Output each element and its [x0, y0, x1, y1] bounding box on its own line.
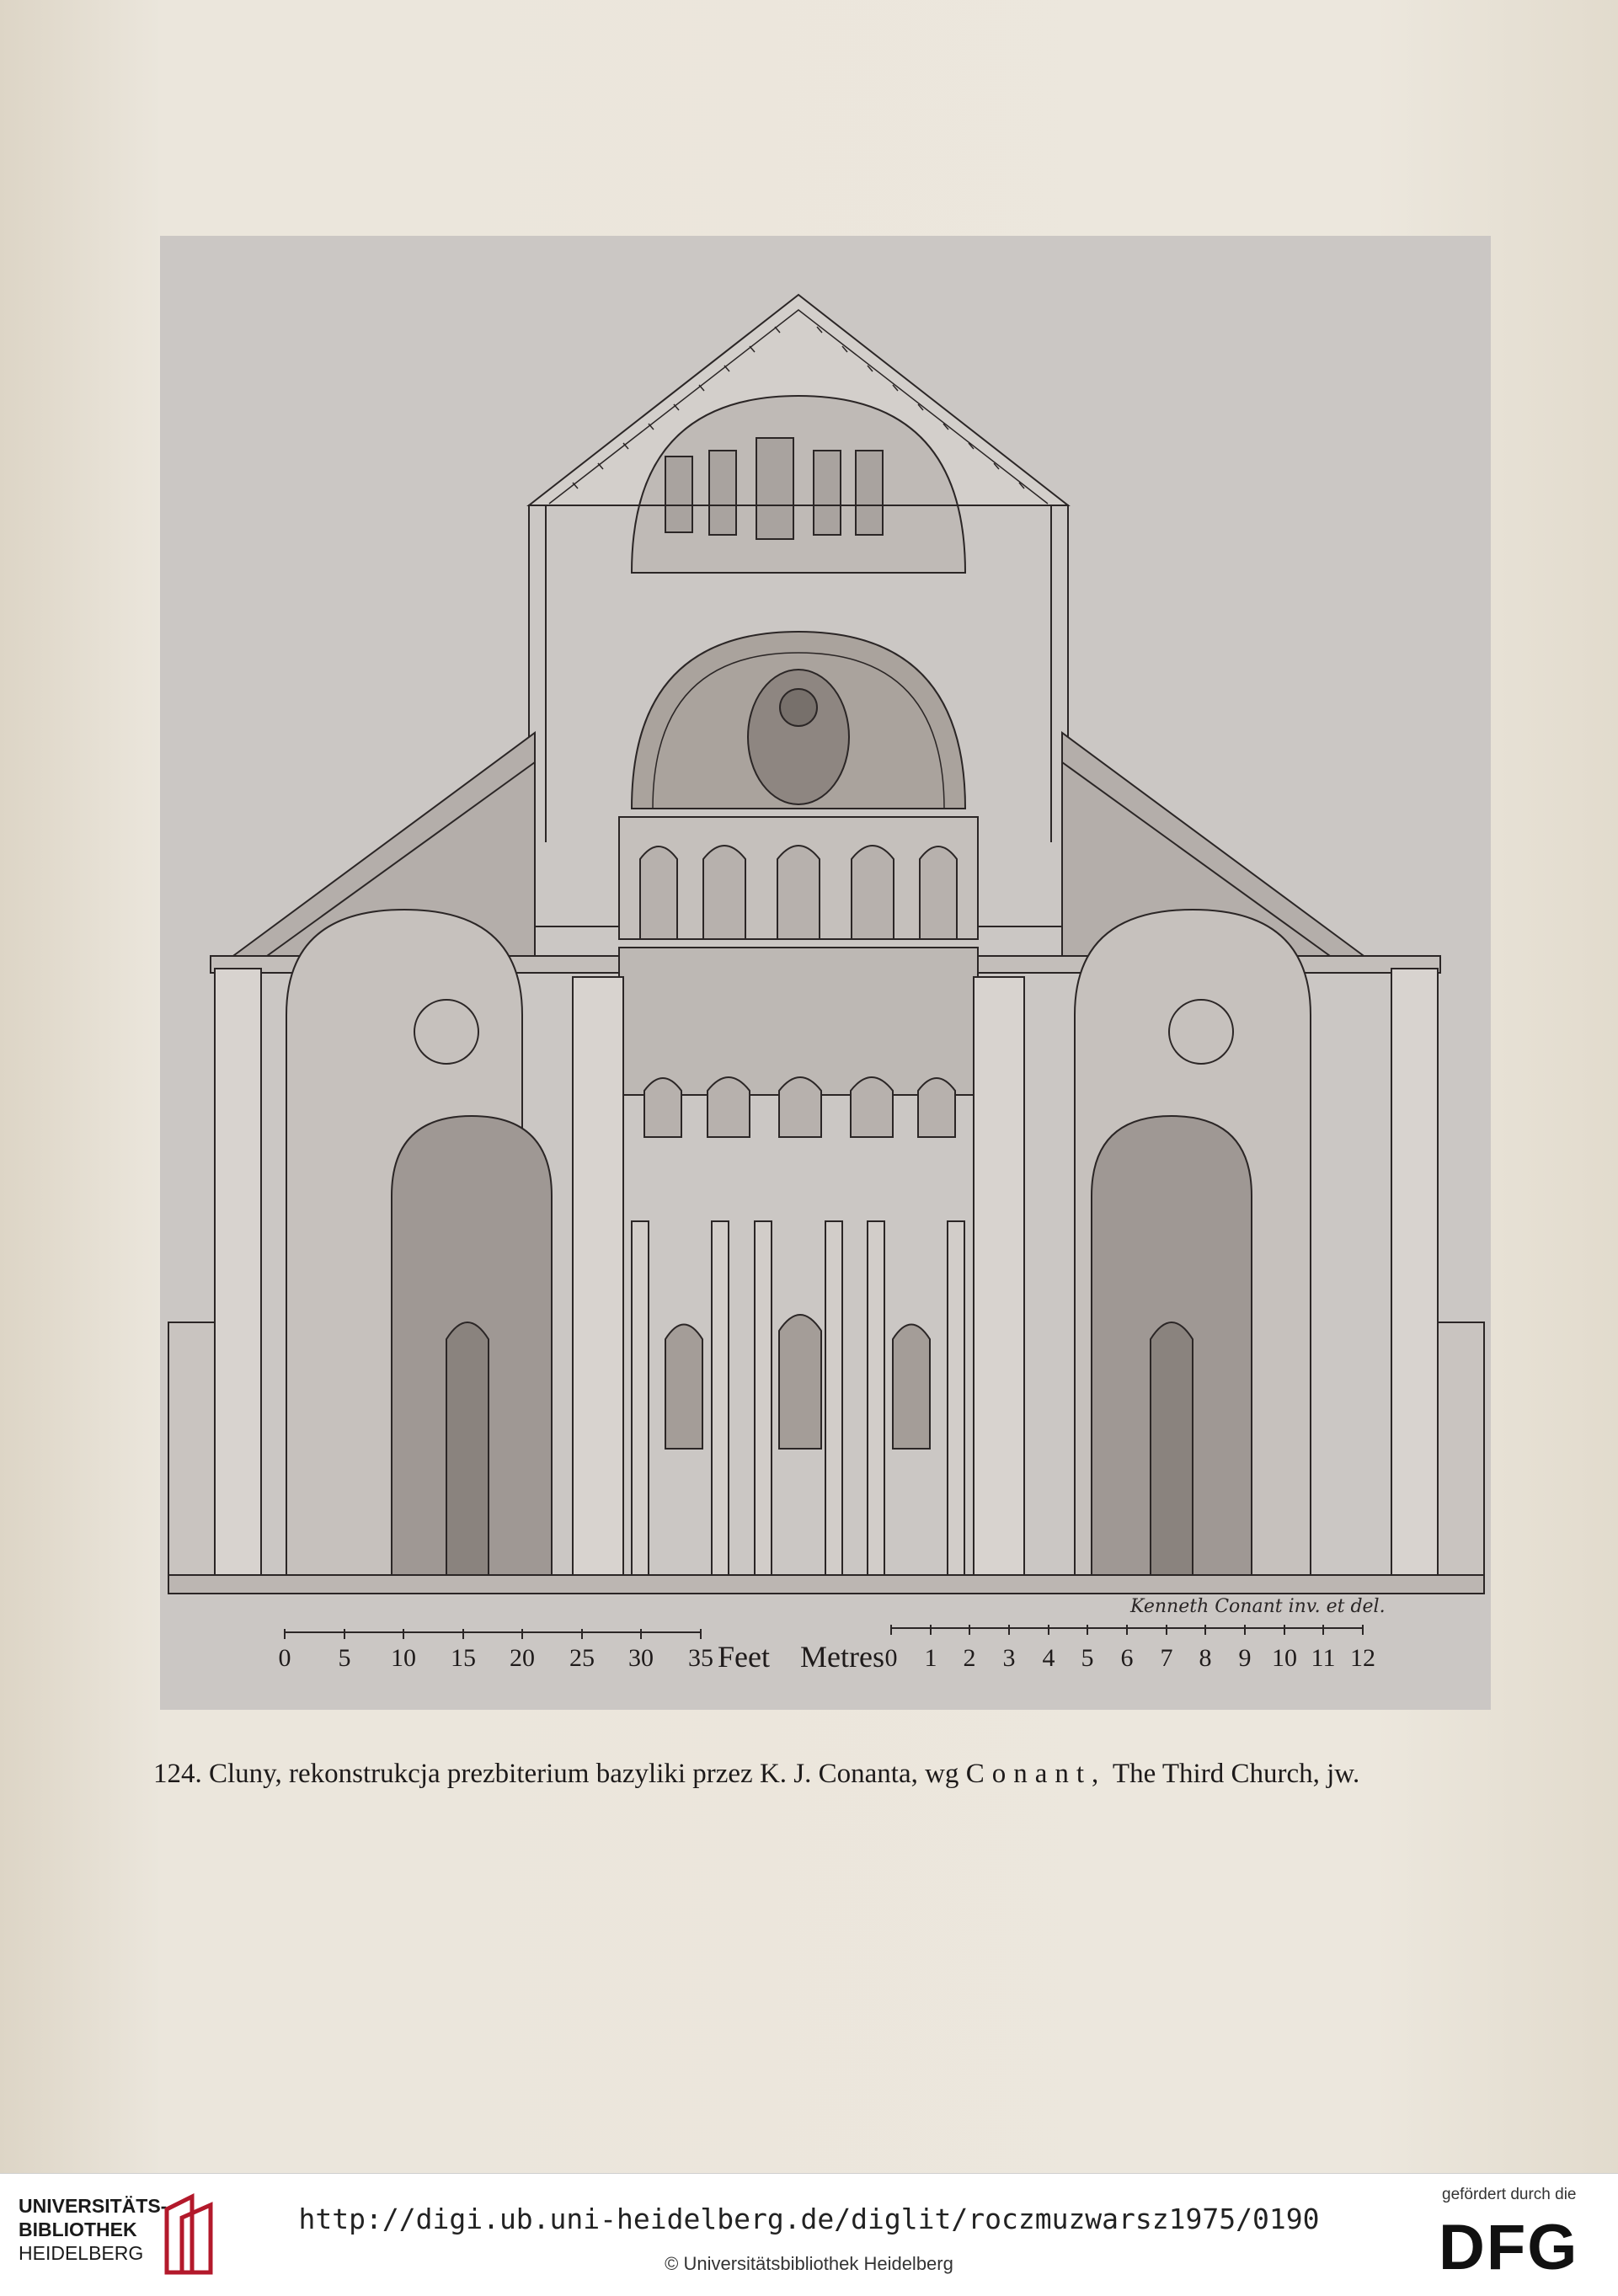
- architectural-drawing: [160, 236, 1491, 1710]
- feet-tick-label: 30: [628, 1644, 654, 1672]
- caption-number: 124.: [153, 1759, 202, 1789]
- metres-tick-label: 4: [1042, 1644, 1055, 1672]
- library-name-line1: UNIVERSITÄTS-: [19, 2195, 168, 2217]
- metres-tick-label: 0: [884, 1644, 898, 1672]
- metres-tick-label: 12: [1350, 1644, 1375, 1672]
- metres-tick-label: 6: [1120, 1644, 1134, 1672]
- library-name-line3: HEIDELBERG: [19, 2242, 144, 2264]
- feet-tick-label: 25: [569, 1644, 595, 1672]
- feet-tick-label: 0: [278, 1644, 291, 1672]
- permalink-url[interactable]: http://digi.ub.uni-heidelberg.de/diglit/roczmuzwarsz1975/0190: [298, 2203, 1320, 2235]
- floor-base: [168, 1575, 1484, 1594]
- hemicycle: [665, 1315, 930, 1449]
- artist-signature: Kenneth Conant inv. et del.: [1130, 1596, 1386, 1617]
- metres-tick-label: 8: [1199, 1644, 1212, 1672]
- caption-source: The Third Church, jw.: [1112, 1759, 1360, 1789]
- footer-bar: [0, 2173, 1618, 2296]
- feet-tick-label: 10: [391, 1644, 416, 1672]
- metres-tick-label: 7: [1160, 1644, 1173, 1672]
- copyright-notice: © Universitätsbibliothek Heidelberg: [665, 2253, 953, 2274]
- scale-bars: [285, 1625, 1363, 1639]
- metres-tick-label: 9: [1238, 1644, 1252, 1672]
- feet-tick-label: 15: [451, 1644, 476, 1672]
- library-name-line2: BIBLIOTHEK: [19, 2219, 137, 2240]
- feet-tick-label: 20: [510, 1644, 535, 1672]
- metres-tick-label: 1: [924, 1644, 937, 1672]
- caption-author: Conant,: [965, 1759, 1107, 1789]
- metres-tick-label: 10: [1272, 1644, 1297, 1672]
- feet-tick-label: 35: [688, 1644, 713, 1672]
- caption-text: Cluny, rekonstrukcja prezbiterium bazyliki przez K. J. Conanta, wg: [209, 1759, 959, 1789]
- funded-by-label: gefördert durch die: [1442, 2186, 1577, 2203]
- metres-tick-label: 5: [1081, 1644, 1094, 1672]
- dfg-logo: DFG: [1439, 2212, 1579, 2283]
- feet-unit-label: Feet: [718, 1640, 770, 1674]
- metres-tick-label: 11: [1311, 1644, 1336, 1672]
- feet-tick-label: 5: [338, 1644, 351, 1672]
- figure-caption: [153, 1759, 1501, 1790]
- metres-tick-label: 3: [1002, 1644, 1016, 1672]
- upper-arcade: [619, 817, 978, 939]
- metres-tick-label: 2: [963, 1644, 976, 1672]
- metres-unit-label: Metres: [800, 1640, 884, 1674]
